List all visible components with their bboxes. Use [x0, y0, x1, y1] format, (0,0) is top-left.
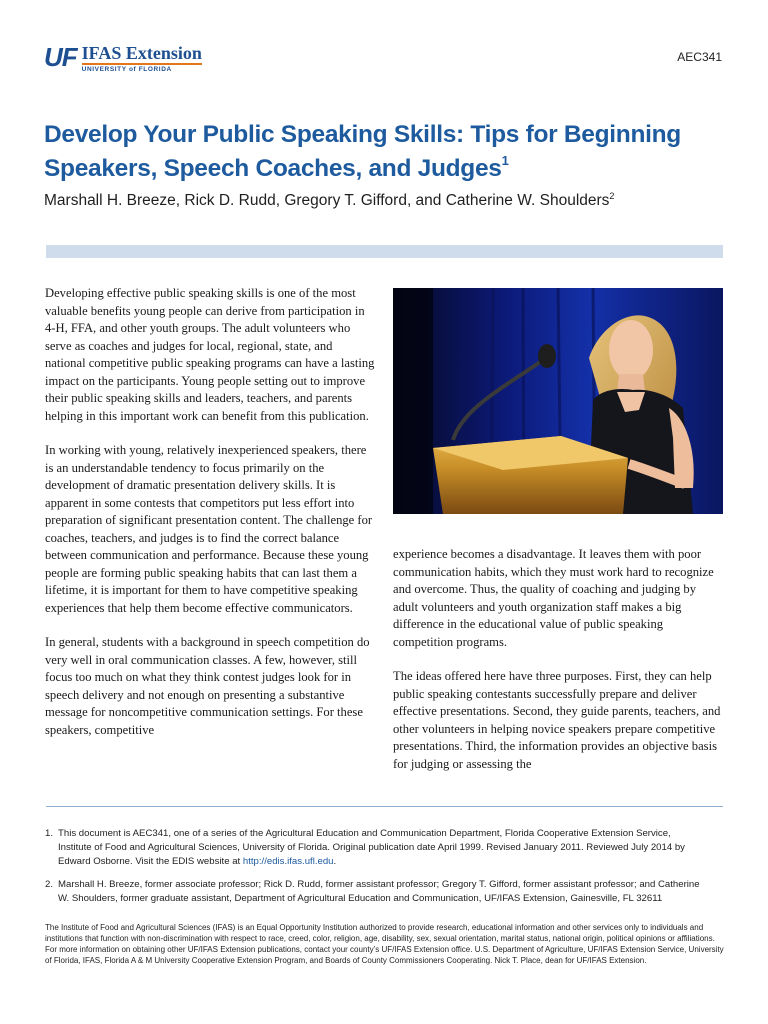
title-text: Develop Your Public Speaking Skills: Tips for Beginning Speakers, Speech Coaches, and Judges	[44, 121, 681, 182]
footnote-1	[45, 827, 705, 869]
footnote-2	[45, 878, 705, 906]
edis-website-link[interactable]: http://edis.ifas.ufl.edu	[242, 856, 334, 867]
photo-illustration	[393, 288, 723, 514]
page-title	[44, 118, 734, 186]
logo-university: UNIVERSITY of FLORIDA	[81, 65, 172, 73]
body-column-left	[45, 285, 375, 756]
header-divider-band	[46, 245, 723, 258]
body-column-right	[393, 546, 723, 790]
authors-text: Marshall H. Breeze, Rick D. Rudd, Gregory T. Gifford, and Catherine W. Shoulders	[44, 192, 610, 209]
ifas-extension-logo[interactable]	[44, 44, 202, 72]
footnote-text: This document is AEC341, one of a series of the Agricultural Education and Communication Department, Florida Cooperative Extension Service, Institute of Food and Agricultural Sciences, University of Florida. Original publication date April 1999. Revised January 2011. Reviewed July 2014 by Edward Osborne. Visit the EDIS website at	[58, 828, 685, 867]
author-list	[44, 192, 744, 210]
speaker-at-podium-photo	[393, 288, 723, 514]
footnote-divider	[46, 806, 723, 807]
paragraph: The ideas offered here have three purposes. First, they can help public speaking contestants successfully prepare and deliver effective presentations. Second, they guide parents, teachers, and other volunteers in helping novice speakers prepare competitive presentations. Third, the information provides an objective basis for judging or assessing the	[393, 669, 721, 771]
authors-footnote-mark[interactable]: 2	[609, 191, 615, 201]
logo-name: IFAS Extension	[81, 43, 202, 63]
equal-opportunity-statement: The Institute of Food and Agricultural Sciences (IFAS) is an Equal Opportunity Institution authorized to provide research, educational information and other services only to individuals and institutions that function with non-discrimination with respect to race, creed, color, religion, age, disability, sex, sexual orientation, marital status, national origin, political opinions or affiliations. For more information on obtaining other UF/IFAS Extension publications, contact your county’s UF/IFAS Extension office. U.S. Department of Agriculture, UF/IFAS Extension Service, University of Florida, IFAS, Florida A & M University Cooperative Extension Program, and Boards of County Commissioners Cooperating. Nick T. Place, dean for UF/IFAS Extension.	[45, 923, 724, 965]
footnote-number: 1.	[45, 828, 54, 839]
footnote-text: Marshall H. Breeze, former associate professor; Rick D. Rudd, former assistant professor; Gregory T. Gifford, former assistant professor; and Catherine W. Shoulders, former graduate assistant, Department of Agricultural Education and Communication, UF/IFAS Extension, Gainesville, FL 32611	[58, 879, 700, 904]
uf-logo-mark: UF	[44, 42, 77, 72]
logo-divider	[82, 63, 202, 65]
footnote-number: 2.	[45, 879, 54, 890]
footnote-tail: .	[333, 856, 337, 867]
document-id: AEC341	[677, 50, 722, 64]
paragraph: In general, students with a background in speech competition do very well in oral communication classes. A few, however, still focus too much on what they think contest judges look for in speech delivery and not enough on presenting a substantive message for noncompetitive communication settings. For these speakers, competitive	[45, 635, 370, 737]
title-footnote-mark[interactable]: 1	[501, 153, 509, 168]
paragraph: In working with young, relatively inexperienced speakers, there is an understandable tendency to focus primarily on the development of dramatic presentation delivery skills. It is apparent in some contests that competitors put less effort into preparation of significant presentation content. The challenge for coaches, teachers, and judges is to find the correct balance between communication and performance. Because these young people are forming public speaking habits that can last them a lifetime, it is important for them to have competitive speaking experiences that help them become effective communicators.	[45, 443, 373, 615]
paragraph: experience becomes a disadvantage. It leaves them with poor communication habits, which they must work hard to recognize and overcome. Thus, the quality of coaching and judging by adult volunteers and youth organization staff makes a big difference in the educational value of public speaking competition programs.	[393, 547, 714, 649]
paragraph: Developing effective public speaking skills is one of the most valuable benefits young people can derive from participation in 4-H, FFA, and other youth groups. The adult volunteers who serve as coaches and judges for local, regional, state, and national competitive public speaking programs can have a lasting impact on the participants. Young people setting out to improve their public speaking skills and leaders, teachers, and parents helping in this important work can benefit from this publication.	[45, 286, 375, 423]
